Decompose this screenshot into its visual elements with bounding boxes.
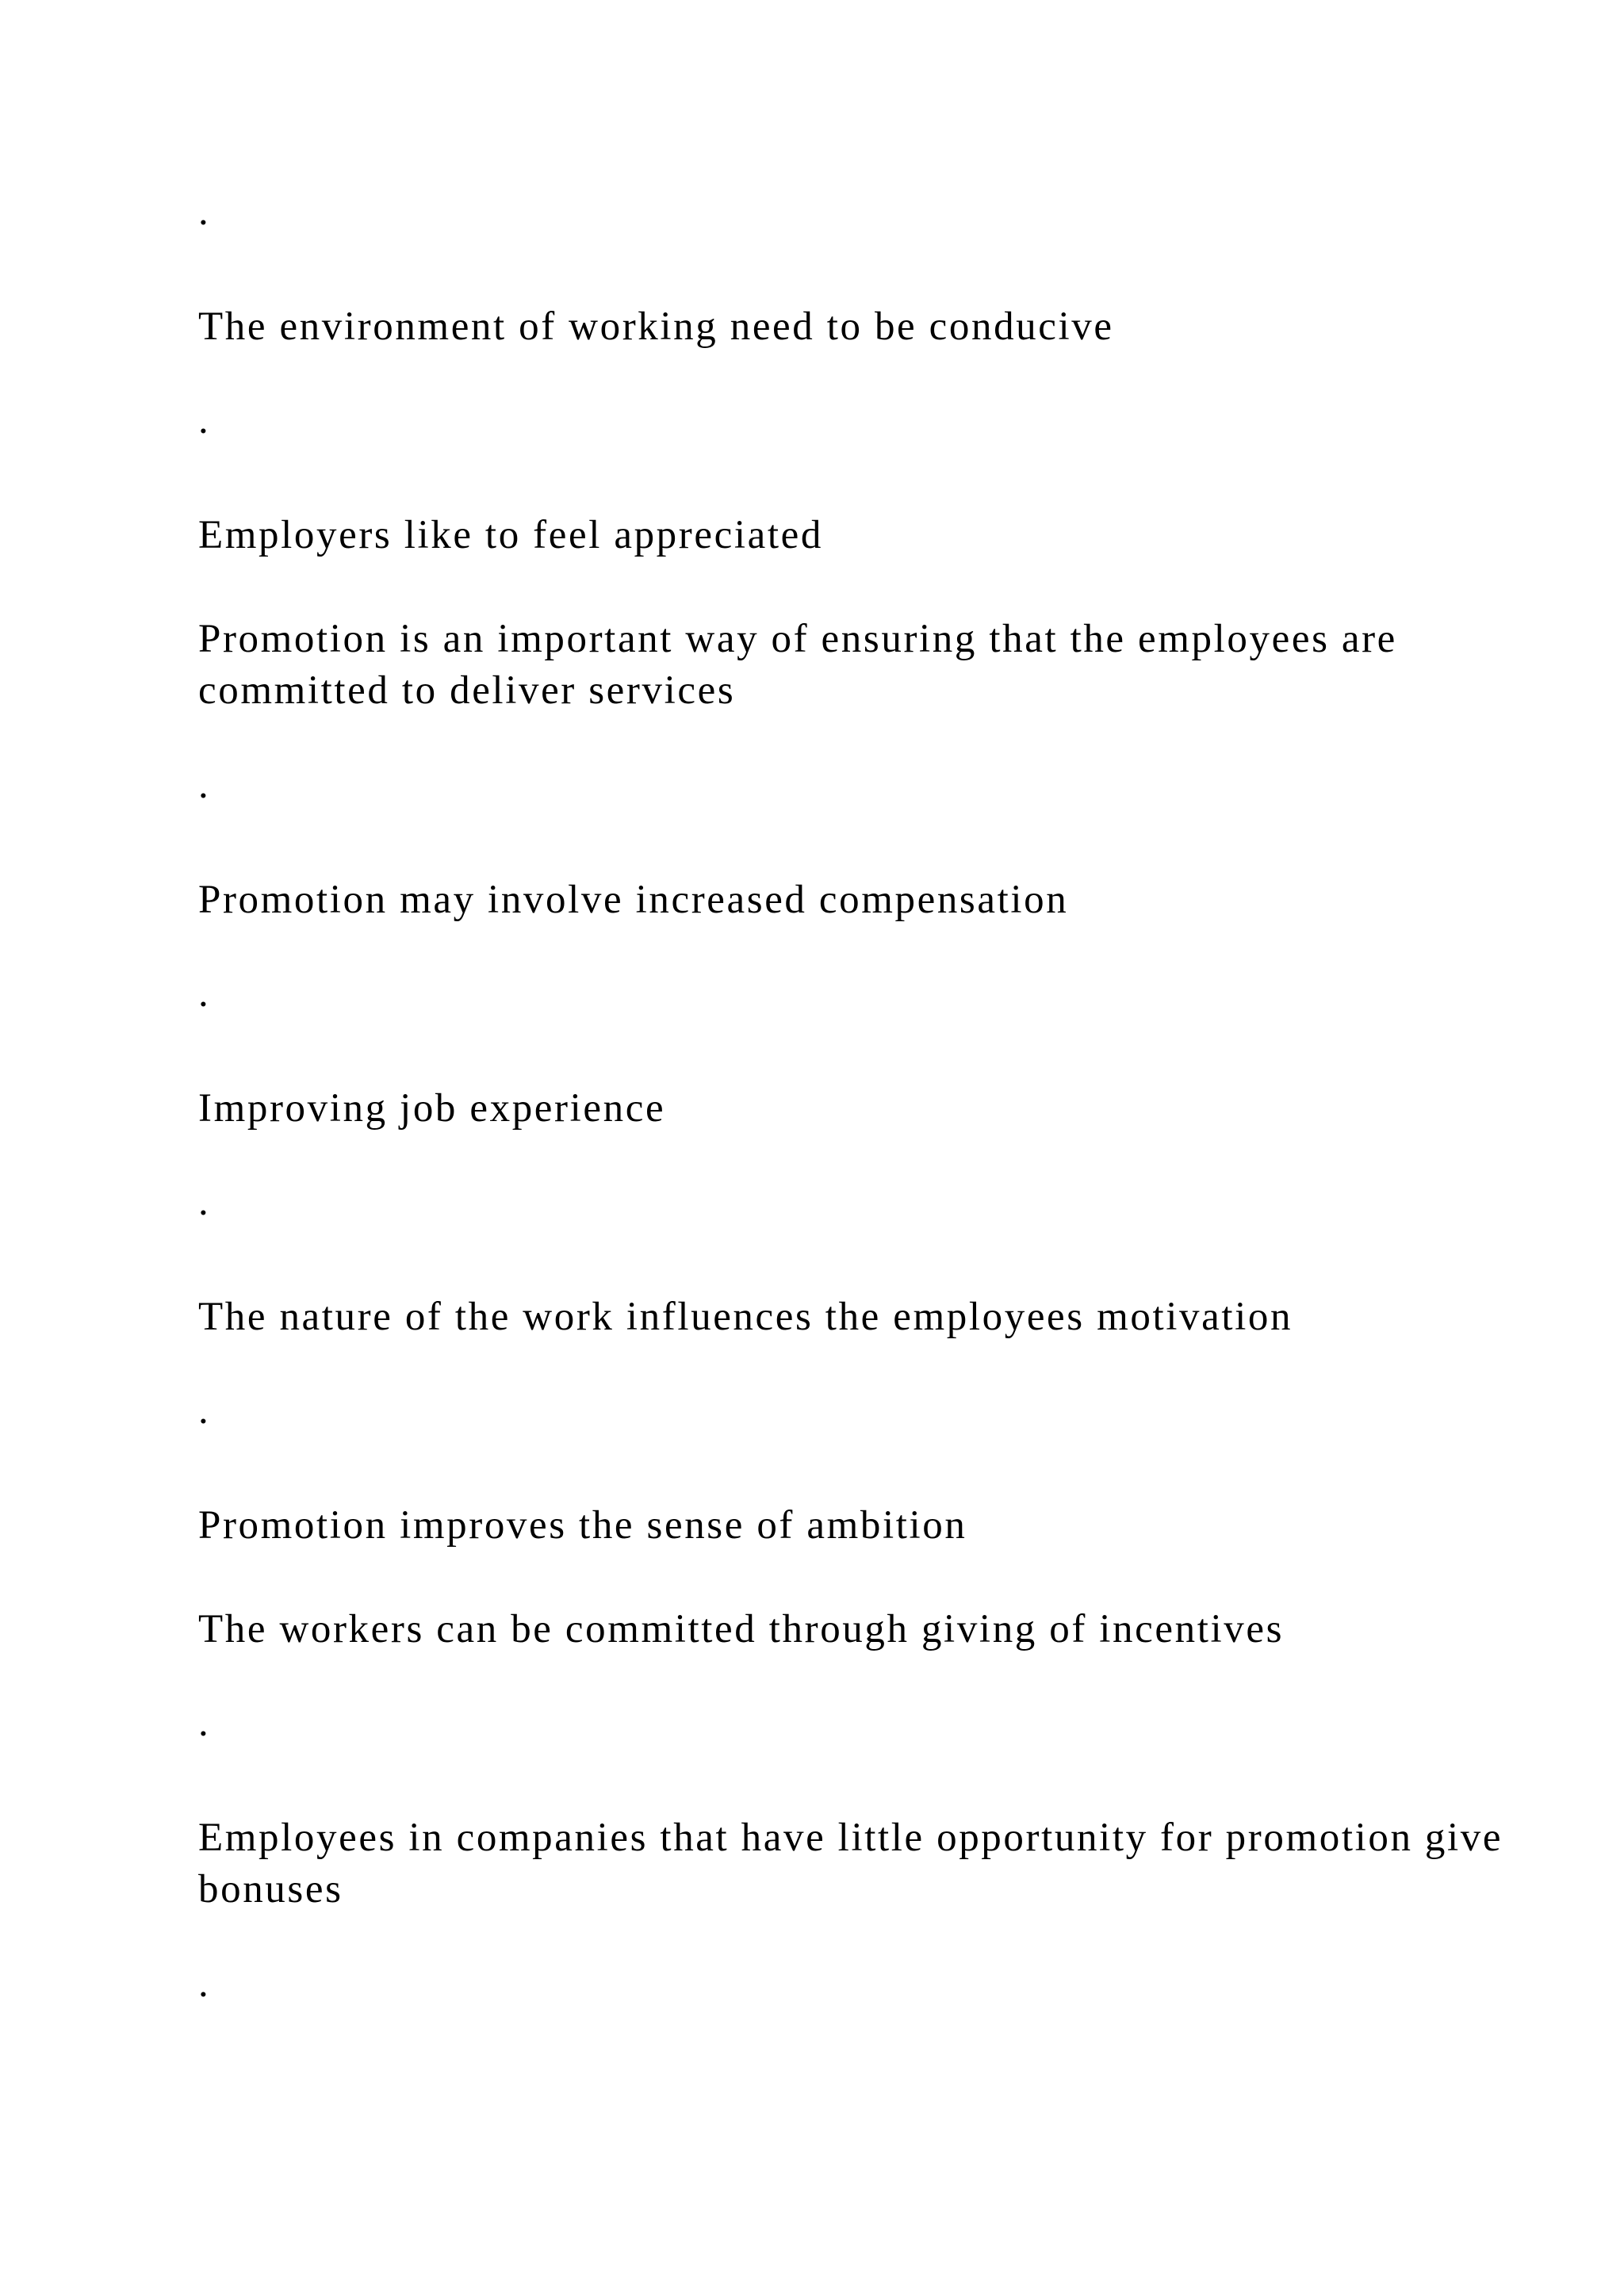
bullet-dot: . bbox=[198, 1701, 211, 1745]
text-line: Promotion improves the sense of ambition bbox=[198, 1503, 967, 1548]
text-line: Employers like to feel appreciated bbox=[198, 513, 823, 557]
text-paragraph: Employees in companies that have little opportunity for promotion give bonuses bbox=[198, 1816, 1503, 1911]
text-line: The environment of working need to be conducive bbox=[198, 304, 1114, 349]
bullet-dot: . bbox=[198, 1388, 211, 1433]
bullet-dot: . bbox=[198, 1180, 211, 1224]
bullet-dot: . bbox=[198, 971, 211, 1016]
bullet-dot: . bbox=[198, 763, 211, 807]
bullet-dot: . bbox=[198, 1961, 211, 2006]
text-line: Promotion may involve increased compensation bbox=[198, 878, 1069, 922]
text-paragraph: Promotion is an important way of ensuring that the employees are committed to deliver services bbox=[198, 617, 1397, 713]
bullet-dot: . bbox=[198, 189, 211, 234]
bullet-dot: . bbox=[198, 398, 211, 442]
text-line: The nature of the work influences the employees motivation bbox=[198, 1295, 1293, 1339]
text-line: The workers can be committed through giving of incentives bbox=[198, 1607, 1285, 1651]
text-line: Improving job experience bbox=[198, 1086, 666, 1131]
